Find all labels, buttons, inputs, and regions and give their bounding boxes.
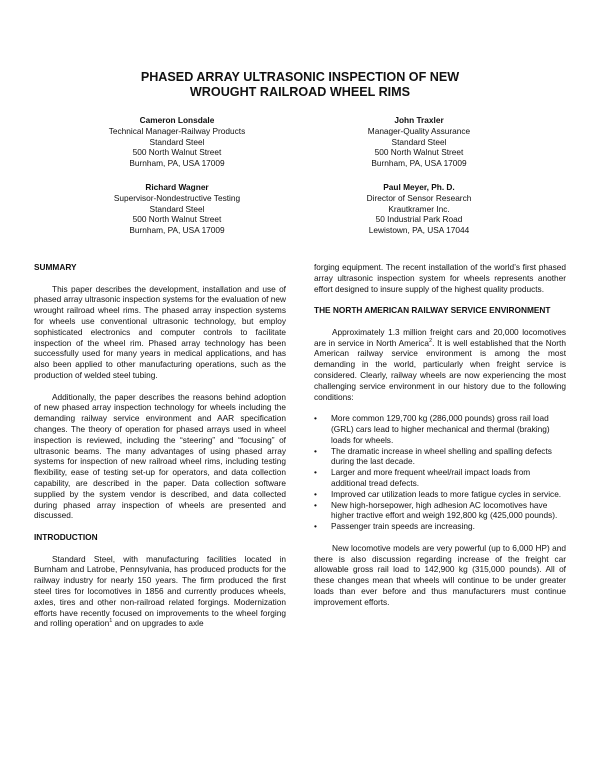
list-item: • Larger and more frequent wheel/rail impact loads from additional tread defects. xyxy=(314,467,566,489)
author-block-4 xyxy=(294,182,544,236)
environment-text: Approximately 1.3 million freight cars and 20,000 locomotives are in service in North America xyxy=(314,326,566,348)
environment-text-continued: . It is well established that the North American railway service environment is among the most demanding in the world, particularly when freight service is considered. Clearly, railway wheels are now experiencing the most challenging service environment in our history due to the following conditions: xyxy=(314,337,566,402)
author-affiliation-line: Standard Steel xyxy=(391,136,447,147)
right-column xyxy=(314,262,566,608)
list-item: • New high-horsepower, high adhesion AC locomotives have higher tractive effort and weigh 192,800 kg (425,000 pounds). xyxy=(314,500,566,522)
author-affiliation-line: 500 North Walnut Street xyxy=(132,147,222,158)
list-item: • More common 129,700 kg (286,000 pounds) gross rail load (GRL) cars lead to higher mechanical and thermal (braking) loads for wheels. xyxy=(314,413,566,445)
author-affiliation-line: Burnham, PA, USA 17009 xyxy=(371,158,467,169)
list-item: • The dramatic increase in wheel shelling and spalling defects during the last decade. xyxy=(314,446,566,468)
author-affiliation-line: Burnham, PA, USA 17009 xyxy=(129,225,225,236)
introduction-paragraph-1 xyxy=(34,554,286,630)
summary-heading: SUMMARY xyxy=(34,262,77,272)
title-line-1: PHASED ARRAY ULTRASONIC INSPECTION OF NEW xyxy=(140,70,460,84)
author-affiliation-line: Supervisor-Nondestructive Testing xyxy=(113,192,241,203)
title-line-2: WROUGHT RAILROAD WHEEL RIMS xyxy=(189,85,411,99)
author-block-1 xyxy=(52,115,302,169)
introduction-paragraph-1-continued: forging equipment. The recent installation of the world’s first phased array ultrasonic inspection system for wheels represents another effort designed to insure supply of the highest quality products. xyxy=(314,262,566,294)
author-affiliation-line: Director of Sensor Research xyxy=(366,192,472,203)
environment-paragraph-1 xyxy=(314,327,566,403)
author-affiliation-line: Manager-Quality Assurance xyxy=(367,125,471,136)
author-affiliation-line: Standard Steel xyxy=(149,203,205,214)
paper-title xyxy=(60,70,540,100)
introduction-text: Standard Steel, with manufacturing facilities located in Burnham and Latrobe, Pennsylvania, has produced products for the railway industry for nearly 150 years. The firm produced the first steel tires for locomotives in 1856 and currently produces wheels, axles, tires and other non-railroad related forgings. Modernization efforts have recently focused on improvements to the wheel forging and rolling operation xyxy=(34,553,286,629)
author-affiliation-line: Lewistown, PA, USA 17044 xyxy=(368,225,470,236)
author-affiliation-line: 500 North Walnut Street xyxy=(132,214,222,225)
author-affiliation-line: 500 North Walnut Street xyxy=(374,147,464,158)
list-item: • Improved car utilization leads to more fatigue cycles in service. xyxy=(314,489,566,500)
author-affiliation-line: Standard Steel xyxy=(149,136,205,147)
author-name: John Traxler xyxy=(394,115,444,125)
footnote-ref-1: 1 xyxy=(109,618,113,625)
author-affiliation-line: Technical Manager-Railway Products xyxy=(108,125,246,136)
author-affiliation-line: Burnham, PA, USA 17009 xyxy=(129,158,225,169)
left-column xyxy=(34,262,286,629)
author-name: Richard Wagner xyxy=(145,182,209,192)
footnote-ref-2: 2 xyxy=(429,337,433,344)
author-affiliation-line: Krautkramer Inc. xyxy=(388,203,450,214)
author-name: Cameron Lonsdale xyxy=(139,115,215,125)
author-affiliation-line: 50 Industrial Park Road xyxy=(375,214,463,225)
list-item: • Passenger train speeds are increasing. xyxy=(314,521,566,532)
conditions-list xyxy=(314,413,566,532)
author-name: Paul Meyer, Ph. D. xyxy=(383,182,455,192)
author-block-3 xyxy=(52,182,302,236)
introduction-text-continued: and on upgrades to axle xyxy=(112,618,204,629)
summary-paragraph-1: This paper describes the development, installation and use of phased array ultrasonic inspection systems for the evaluation of new wrought railroad wheel rims. The phased array inspection systems for wheels use conventional ultrasonic technology, but employ sophisticated electronics and computer controls to facilitate inspection of the wheel rim. Phased array technology has been successfully used for many years in medical applications, and has also been applied to other manufacturing operations, such as the production of welded steel tubing. xyxy=(34,283,286,380)
environment-heading: THE NORTH AMERICAN RAILWAY SERVICE ENVIRONMENT xyxy=(314,305,551,316)
environment-paragraph-2: New locomotive models are very powerful (up to 6,000 HP) and there is also discussion regarding increase of the freight car allowable gross rail load to 142,900 kg (315,000 pounds). All of these changes mean that wheels will continue to be under greater loads than ever before and thus manufacturers must continue improvement efforts. xyxy=(314,542,566,607)
introduction-heading: INTRODUCTION xyxy=(34,531,98,542)
summary-paragraph-2: Additionally, the paper describes the reasons behind adoption of new phased array inspection technology for wheels including the demanding railway service environment and AAR specification changes. The theory of operation for phased arrays used in wheel inspection is reviewed, including the “steering” and “focusing” of ultrasonic beams. The many advantages of using phased array systems for inspection of new railroad wheel rims, including testing flexibility, ease of testing set-up for operators, and data collection capability, are described in the paper. Data collection software supplied by the system vendor is described, and data collected during phased array inspection of wheels are presented and discussed. xyxy=(34,391,286,521)
author-block-2 xyxy=(294,115,544,169)
